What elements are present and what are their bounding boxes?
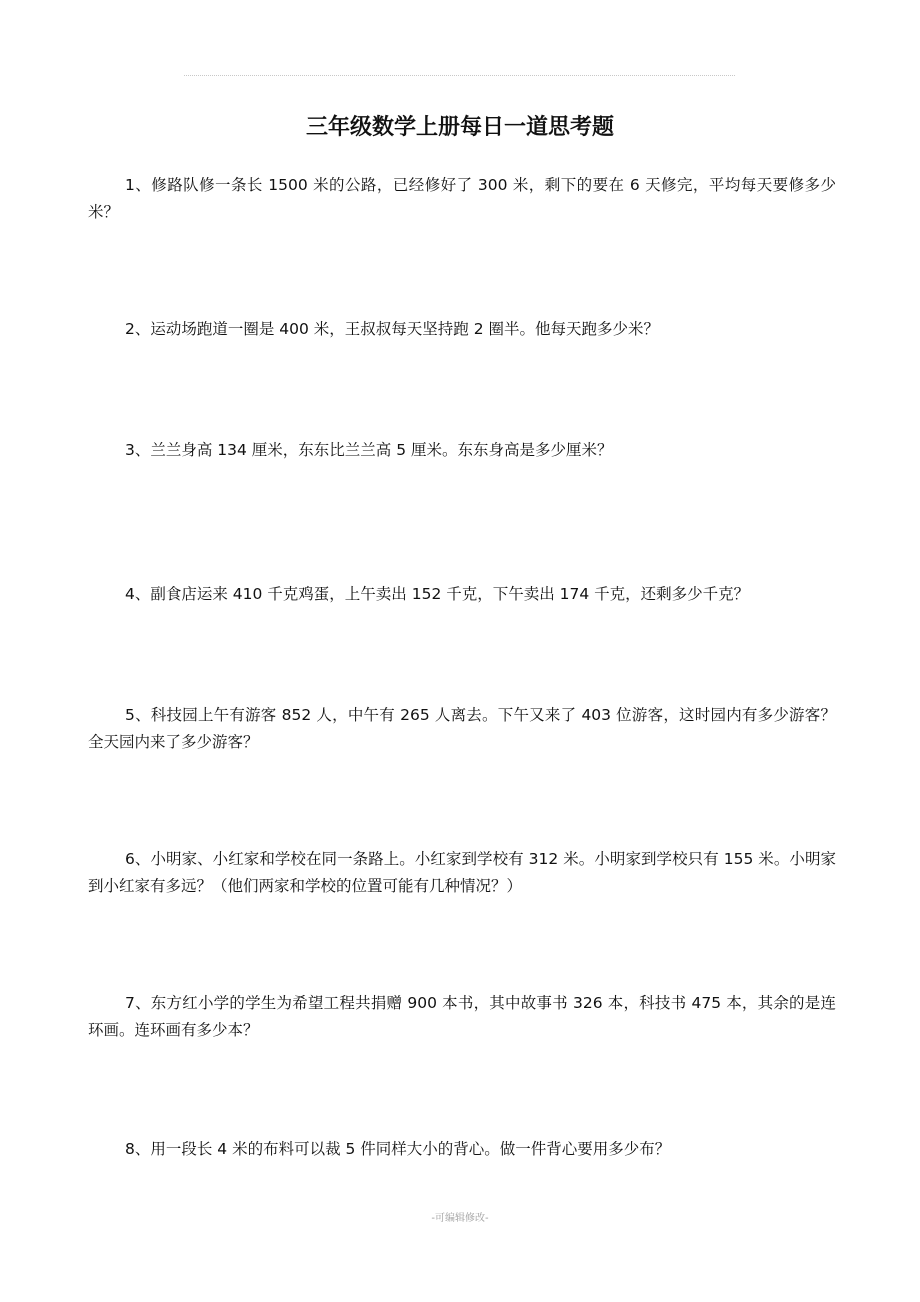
question-8: 8、用一段长 4 米的布料可以裁 5 件同样大小的背心。做一件背心要用多少布？ bbox=[125, 1140, 671, 1158]
question-4: 4、副食店运来 410 千克鸡蛋，上午卖出 152 千克，下午卖出 174 千克，还剩多少千克？ bbox=[125, 585, 750, 603]
question-1: 1、修路队修一条长 1500 米的公路，已经修好了 300 米，剩下的要在 6 天修完，平均每天要修多少米？ bbox=[88, 176, 836, 221]
question-2: 2、运动场跑道一圈是 400 米，王叔叔每天坚持跑 2 圈半。他每天跑多少米？ bbox=[125, 320, 660, 338]
header-rule bbox=[184, 75, 735, 76]
page-title: 三年级数学上册每日一道思考题 bbox=[305, 114, 614, 140]
question-6: 6、小明家、小红家和学校在同一条路上。小红家到学校有 312 米。小明家到学校只有 155 米。小明家到小红家有多远？（他们两家和学校的位置可能有几种情况？） bbox=[88, 850, 836, 895]
page-footer: -可编辑修改- bbox=[431, 1213, 489, 1224]
question-3: 3、兰兰身高 134 厘米，东东比兰兰高 5 厘米。东东身高是多少厘米？ bbox=[125, 441, 613, 459]
question-5: 5、科技园上午有游客 852 人，中午有 265 人离去。下午又来了 403 位游客，这时园内有多少游客？全天园内来了多少游客？ bbox=[88, 706, 836, 751]
question-7: 7、东方红小学的学生为希望工程共捐赠 900 本书，其中故事书 326 本，科技书 475 本，其余的是连环画。连环画有多少本？ bbox=[88, 994, 836, 1039]
